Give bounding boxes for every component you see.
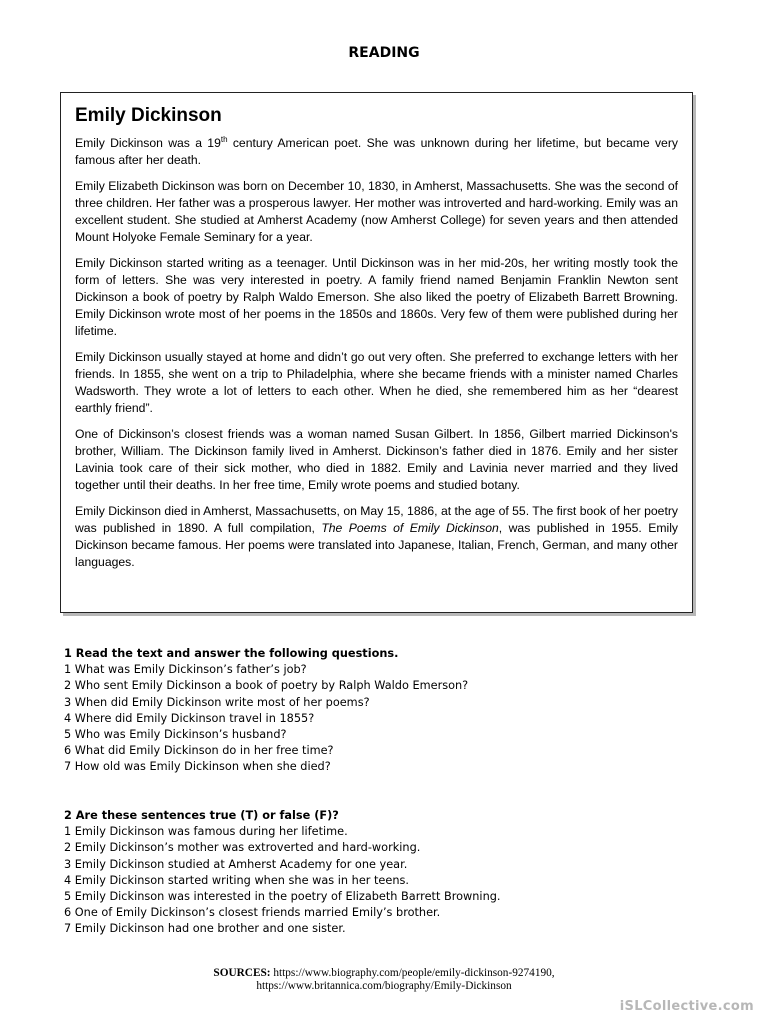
statement-line[interactable]: 5 Emily Dickinson was interested in the poetry of Elizabeth Barrett Browning.	[64, 890, 501, 904]
exercise-1-title: 1 Read the text and answer the following questions.	[64, 647, 399, 660]
question-line[interactable]: 2 Who sent Emily Dickinson a book of poetry by Ralph Waldo Emerson?	[64, 679, 469, 693]
question-line[interactable]: 7 How old was Emily Dickinson when she died?	[64, 760, 331, 774]
article-title: Emily Dickinson	[75, 105, 222, 126]
statement-line[interactable]: 1 Emily Dickinson was famous during her lifetime.	[64, 825, 348, 839]
paragraph-4: Emily Dickinson usually stayed at home and didn’t go out very often. She preferred to exchange letters with her friends. In 1855, she went on a trip to Philadelphia, where she became friends with a minister named Charles Wadsworth. They wrote a lot of letters to each other. When he died, she remembered him as her “dearest earthly friend”.	[75, 350, 678, 415]
question-line[interactable]: 5 Who was Emily Dickinson’s husband?	[64, 728, 287, 742]
exercise-2-title: 2 Are these sentences true (T) or false (F)?	[64, 809, 339, 822]
ordinal-suffix: th	[220, 134, 228, 144]
paragraph-6	[75, 503, 678, 571]
sources-label: SOURCES:	[213, 967, 271, 979]
question-line[interactable]: 4 Where did Emily Dickinson travel in 1855?	[64, 711, 315, 725]
paragraph-1-text-b: century American poet. She was unknown during her lifetime, but became very famous after her death.	[75, 136, 678, 167]
sources	[0, 967, 768, 993]
question-line[interactable]: 6 What did Emily Dickinson do in her free time?	[64, 744, 334, 758]
watermark-logo: iSLCollective.com	[619, 999, 754, 1014]
paragraph-6-text-b: , was published in 1955. Emily Dickinson became famous. Her poems were translated into Japanese, Italian, French, German, and many other languages.	[75, 521, 679, 569]
page-heading: READING	[348, 45, 420, 61]
source-link-biography[interactable]: https://www.biography.com/people/emily-dickinson-9274190,	[270, 967, 555, 979]
statement-line[interactable]: 6 One of Emily Dickinson’s closest friends married Emily’s brother.	[64, 906, 441, 920]
paragraph-1-text-a: Emily Dickinson was a 19	[75, 136, 221, 150]
statement-line[interactable]: 7 Emily Dickinson had one brother and one sister.	[64, 922, 346, 936]
paragraph-5: One of Dickinson’s closest friends was a woman named Susan Gilbert. In 1856, Gilbert married Dickinson's brother, William. The Dickinson family lived in Amherst. Dickinson’s father died in 1876. Emily and her sister Lavinia took care of their sick mother, who died in 1882. Emily and Lavinia never married and they lived together until their deaths. In her free time, Emily wrote poems and studied botany.	[75, 427, 678, 492]
question-line[interactable]: 1 What was Emily Dickinson’s father’s job?	[64, 663, 307, 677]
paragraph-1	[75, 135, 678, 169]
question-line[interactable]: 3 When did Emily Dickinson write most of her poems?	[64, 695, 370, 709]
sources-line-1	[0, 967, 768, 980]
exercise-2	[64, 808, 714, 938]
book-title: The Poems of Emily Dickinson	[321, 521, 499, 535]
paragraph-6-text-a: Emily Dickinson died in Amherst, Massachusetts, on May 15, 1886, at the age of 55. The first book of her poetry was published in 1890. A full compilation,	[75, 504, 678, 535]
statement-line[interactable]: 4 Emily Dickinson started writing when she was in her teens.	[64, 873, 409, 887]
reading-text-box	[60, 92, 693, 613]
exercise-1	[64, 646, 714, 776]
paragraph-3: Emily Dickinson started writing as a teenager. Until Dickinson was in her mid-20s, her writing mostly took the form of letters. She was very interested in poetry. A family friend named Benjamin Franklin Newton sent Dickinson a book of poetry by Ralph Waldo Emerson. She also liked the poetry of Elizabeth Barrett Browning. Emily Dickinson wrote most of her poems in the 1850s and 1860s. Very few of them were published during her lifetime.	[75, 256, 678, 338]
source-link-britannica[interactable]: https://www.britannica.com/biography/Emily-Dickinson	[256, 980, 512, 992]
statement-line[interactable]: 3 Emily Dickinson studied at Amherst Academy for one year.	[64, 857, 408, 871]
statement-line[interactable]: 2 Emily Dickinson’s mother was extroverted and hard-working.	[64, 841, 421, 855]
paragraph-2: Emily Elizabeth Dickinson was born on December 10, 1830, in Amherst, Massachusetts. She was the second of three children. Her father was a prosperous lawyer. Her mother was introverted and hard-working. Emily was an excellent student. She studied at Amherst Academy (now Amherst College) for seven years and then attended Mount Holyoke Female Seminary for a year.	[75, 179, 678, 244]
